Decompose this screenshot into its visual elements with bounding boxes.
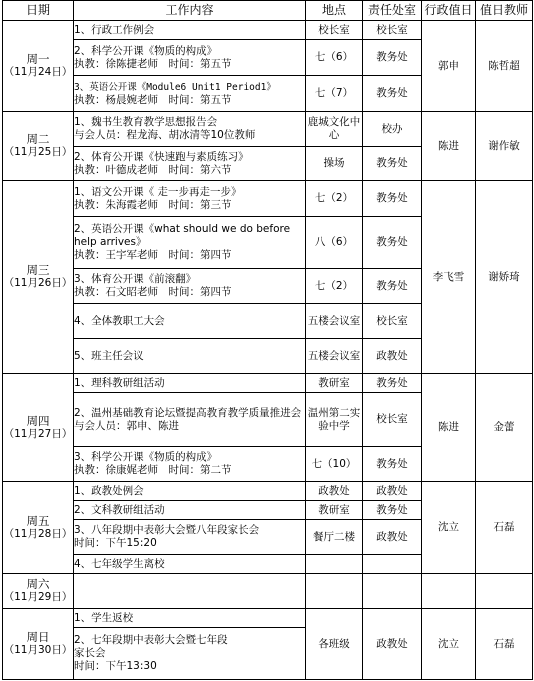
day-cell	[3, 374, 74, 482]
admin-cell: 郭申	[422, 21, 476, 112]
content-cell	[74, 181, 306, 217]
day-cell	[3, 181, 74, 374]
content-line: 与会人员：程龙海、胡冰清等10位教师	[74, 129, 256, 141]
table-row	[3, 112, 533, 147]
content-line: 执教：徐陈捷老师 时间：第五节	[74, 57, 232, 70]
day-cell	[3, 112, 74, 181]
table-row	[3, 574, 533, 609]
header-content: 工作内容	[74, 1, 306, 21]
teacher-cell: 石磊	[476, 609, 533, 680]
place-cell: 七（2）	[306, 269, 363, 304]
content-line: 执教：石文昭老师 时间：第四节	[74, 286, 232, 298]
content-line: 时间：下午13:30	[74, 660, 157, 672]
place-cell: 温州第二实验中学	[306, 393, 363, 447]
place-cell: 七（2）	[306, 181, 363, 217]
admin-cell: 沈立	[422, 482, 476, 574]
header-place: 地点	[306, 1, 363, 21]
dept-cell: 教务处	[363, 269, 422, 304]
content-line: 2、温州基础教育论坛暨提高教育教学质量推进会	[74, 406, 302, 419]
place-cell: 五楼会议室	[306, 304, 363, 339]
content-cell	[74, 609, 306, 628]
content-line: 1、行政工作例会	[74, 23, 155, 36]
dept-cell: 校办	[363, 112, 422, 147]
content-line: 5、班主任会议	[74, 349, 144, 362]
table-row	[3, 374, 533, 393]
day-cell	[3, 482, 74, 574]
content-cell	[74, 555, 306, 574]
admin-cell: 陈进	[422, 112, 476, 181]
content-cell	[74, 339, 306, 374]
day-name: 周日	[26, 630, 50, 644]
day-date: （11月28日）	[3, 527, 73, 540]
content-line: 时间：下午15:20	[74, 537, 157, 549]
dept-cell: 教务处	[363, 447, 422, 482]
place-cell: 操场	[306, 147, 363, 181]
content-cell	[74, 21, 306, 40]
day-name: 周二	[26, 132, 50, 146]
content-cell	[74, 374, 306, 393]
place-cell	[306, 555, 363, 574]
content-cell	[74, 482, 306, 501]
dept-cell: 政教处	[363, 339, 422, 374]
table-row	[3, 181, 533, 217]
dept-cell: 政教处	[363, 609, 422, 680]
content-cell	[74, 501, 306, 520]
place-cell: 鹿城文化中心	[306, 112, 363, 147]
table-row	[3, 482, 533, 501]
dept-cell: 政教处	[363, 482, 422, 501]
content-line: 与会人员：郭申、陈进	[74, 419, 179, 432]
day-name: 周三	[26, 263, 50, 277]
teacher-cell: 金蕾	[476, 374, 533, 482]
content-line: 3、科学公开课《物质的构成》	[74, 451, 218, 463]
place-cell: 七（6）	[306, 40, 363, 76]
dept-cell: 校长室	[363, 304, 422, 339]
table-row	[3, 609, 533, 628]
content-line: 2、体育公开课《快速跑与素质练习》	[74, 150, 249, 163]
content-line: 1、理科教研组活动	[74, 376, 165, 389]
day-date: （11月25日）	[3, 146, 73, 158]
place-cell: 八（6）	[306, 217, 363, 269]
day-name: 周一	[26, 52, 50, 66]
weekly-schedule-table	[2, 0, 533, 680]
day-name: 周四	[26, 413, 50, 428]
day-date: （11月26日）	[3, 277, 73, 289]
content-cell	[74, 76, 306, 112]
admin-cell: 陈进	[422, 374, 476, 482]
content-cell	[74, 269, 306, 304]
day-cell	[3, 574, 74, 609]
content-line: 2、七年段期中表彰大会暨七年段	[74, 634, 228, 646]
place-cell: 政教处	[306, 482, 363, 501]
admin-cell: 李飞雪	[422, 181, 476, 374]
content-cell	[74, 217, 306, 269]
dept-cell: 教务处	[363, 147, 422, 181]
content-line: 3、八年段期中表彰大会暨八年段家长会	[74, 524, 260, 536]
content-line: 执教：朱海霞老师 时间：第三节	[74, 198, 232, 211]
day-name: 周五	[26, 513, 50, 528]
content-cell	[74, 112, 306, 147]
day-cell	[3, 21, 74, 112]
place-cell: 七（7）	[306, 76, 363, 112]
dept-cell: 教务处	[363, 40, 422, 76]
day-name: 周六	[26, 577, 50, 591]
table-row	[3, 21, 533, 40]
content-line: 2、科学公开课《物质的构成》	[74, 44, 218, 57]
dept-cell: 政教处	[363, 520, 422, 555]
content-cell	[74, 574, 306, 609]
teacher-cell	[476, 574, 533, 609]
dept-cell	[363, 574, 422, 609]
content-line: 执教：王宇军老师 时间：第四节	[74, 249, 232, 261]
content-line: 1、政教处例会	[74, 484, 144, 497]
teacher-cell: 谢娇琦	[476, 181, 533, 374]
teacher-cell: 石磊	[476, 482, 533, 574]
dept-cell: 教务处	[363, 181, 422, 217]
content-line: 3、英语公开课《Module6 Unit1 Period1》	[74, 81, 276, 93]
day-cell	[3, 609, 74, 680]
teacher-cell: 陈哲超	[476, 21, 533, 112]
header-row	[3, 1, 533, 21]
place-cell: 餐厅二楼	[306, 520, 363, 555]
day-date: （11月24日）	[3, 66, 73, 78]
content-cell	[74, 393, 306, 447]
content-cell	[74, 520, 306, 555]
teacher-cell: 谢作敏	[476, 112, 533, 181]
dept-cell: 教务处	[363, 501, 422, 520]
content-line: 4、全体教职工大会	[74, 314, 165, 327]
content-line: 1、学生返校	[74, 611, 134, 624]
place-cell	[306, 574, 363, 609]
dept-cell: 校长室	[363, 21, 422, 40]
admin-cell: 沈立	[422, 609, 476, 680]
place-cell: 教研室	[306, 374, 363, 393]
place-cell: 各班级	[306, 609, 363, 680]
place-cell: 五楼会议室	[306, 339, 363, 374]
header-dept: 责任处室	[363, 1, 422, 21]
dept-cell	[363, 555, 422, 574]
content-line: 1、语文公开课《 走一步再走一步》	[74, 185, 242, 198]
admin-cell	[422, 574, 476, 609]
place-cell: 七（10）	[306, 447, 363, 482]
content-line: 家长会	[74, 647, 106, 659]
content-line: 1、魏书生教育教学思想报告会	[74, 116, 218, 128]
header-admin: 行政值日	[422, 1, 476, 21]
content-cell	[74, 628, 306, 680]
content-cell	[74, 304, 306, 339]
content-cell	[74, 147, 306, 181]
place-cell: 教研室	[306, 501, 363, 520]
day-date: （11月30日）	[3, 644, 73, 656]
dept-cell: 教务处	[363, 76, 422, 112]
content-line: 4、七年级学生离校	[74, 557, 165, 570]
dept-cell: 教务处	[363, 374, 422, 393]
day-date: （11月29日）	[3, 591, 73, 603]
dept-cell: 教务处	[363, 217, 422, 269]
dept-cell: 校长室	[363, 393, 422, 447]
place-cell: 校长室	[306, 21, 363, 40]
content-line: 执教：徐康娓老师 时间：第二节	[74, 464, 232, 476]
content-line: 执教：叶德成老师 时间：第六节	[74, 163, 232, 176]
content-cell	[74, 40, 306, 76]
content-line: 3、体育公开课《前滚翻》	[74, 273, 197, 285]
content-line: 2、文科教研组活动	[74, 503, 165, 516]
content-cell	[74, 447, 306, 482]
header-date: 日期	[3, 1, 74, 21]
header-teacher: 值日教师	[476, 1, 533, 21]
content-line: 2、英语公开课《what should we do before help arrives》	[74, 223, 291, 248]
content-line: 执教：杨晨婉老师 时间：第五节	[74, 93, 232, 106]
day-date: （11月27日）	[3, 427, 73, 440]
